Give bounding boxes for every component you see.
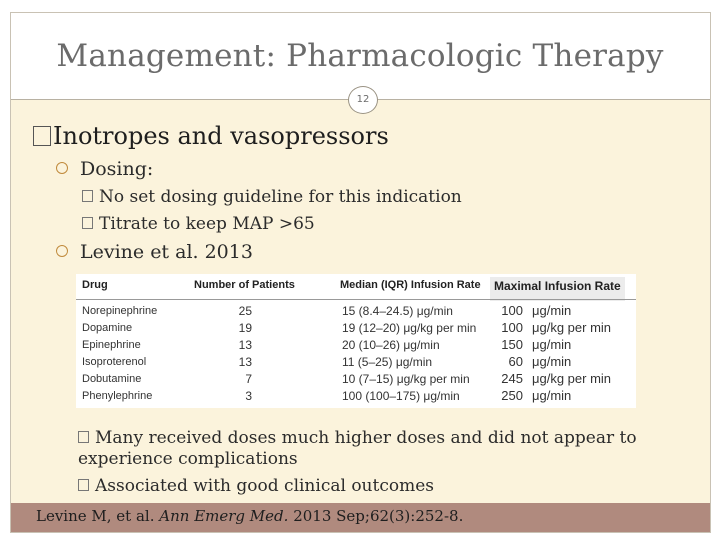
table-row-max: 100 (501, 320, 523, 335)
table-row-patients: 7 (245, 372, 252, 386)
infusion-rate-table (76, 274, 636, 408)
table-row-median: 20 (10–26) μg/min (342, 338, 440, 352)
table-row-max-unit: μg/kg per min (532, 371, 612, 386)
citation-authors: Levine M, et al. (36, 507, 155, 525)
citation-details: 2013 Sep;62(3):252-8. (293, 507, 464, 525)
reference-label: Levine et al. 2013 (80, 241, 253, 263)
table-row-median: 11 (5–25) μg/min (342, 355, 433, 369)
ring-bullet-icon (56, 162, 68, 174)
table-row-median: 19 (12–20) μg/kg per min (342, 321, 477, 335)
square-bullet-icon (82, 190, 93, 202)
table-row-median: 10 (7–15) μg/kg per min (342, 372, 470, 386)
table-row-max-unit: μg/min (532, 303, 572, 318)
table-row-max-unit: μg/min (532, 354, 572, 369)
ring-bullet-icon (56, 245, 68, 257)
table-row-max: 60 (508, 354, 523, 369)
header-patients: Number of Patients (194, 279, 295, 291)
table-row-drug: Dopamine (82, 322, 133, 334)
header-rule (76, 299, 636, 300)
finding-text: Many received doses much higher doses and did not appear to experience complications (78, 428, 637, 469)
main-bullet-heading (33, 122, 389, 150)
table-row-drug: Norepinephrine (82, 305, 158, 317)
square-bullet-icon (33, 126, 51, 146)
table-row-max: 250 (501, 388, 523, 403)
citation-journal: Ann Emerg Med. (159, 507, 289, 525)
table-row-max: 100 (501, 303, 523, 318)
square-bullet-icon (78, 479, 89, 491)
heading-text: Inotropes and vasopressors (53, 122, 389, 150)
table-row-patients: 3 (245, 389, 252, 403)
square-bullet-icon (78, 431, 89, 443)
slide-title: Management: Pharmacologic Therapy (56, 38, 664, 74)
table-row-median: 15 (8.4–24.5) μg/min (342, 304, 453, 318)
table-row-median: 100 (100–175) μg/min (342, 389, 460, 403)
table-row-patients: 25 (238, 304, 252, 318)
dosing-item (56, 158, 153, 180)
dosing-label: Dosing: (80, 158, 154, 180)
table-row-patients: 13 (238, 338, 252, 352)
header-drug: Drug (82, 279, 108, 291)
square-bullet-icon (82, 217, 93, 229)
table-row-max: 150 (501, 337, 523, 352)
header-max: Maximal Infusion Rate (490, 277, 625, 301)
dosing-point-2 (82, 214, 315, 234)
table-row-patients: 19 (238, 321, 252, 335)
header-median: Median (IQR) Infusion Rate (340, 279, 481, 291)
dosing-point-1 (82, 187, 462, 207)
table-row-max: 245 (501, 371, 523, 386)
finding-point-1 (78, 428, 678, 470)
reference-item (56, 241, 253, 263)
table-row-patients: 13 (238, 355, 252, 369)
table-row-drug: Dobutamine (82, 373, 142, 385)
table-row-max-unit: μg/kg per min (532, 320, 612, 335)
table-row-max-unit: μg/min (532, 337, 572, 352)
footer-citation (36, 507, 463, 525)
dosing-point-text: Titrate to keep MAP >65 (99, 214, 315, 234)
dosing-point-text: No set dosing guideline for this indication (99, 187, 462, 207)
table-row-max-unit: μg/min (532, 388, 572, 403)
finding-point-2 (78, 476, 434, 496)
table-row-drug: Epinephrine (82, 339, 141, 351)
table-row-drug: Phenylephrine (82, 390, 153, 402)
finding-text: Associated with good clinical outcomes (95, 476, 434, 496)
table-row-drug: Isoproterenol (82, 356, 147, 368)
page-number-badge: 12 (348, 86, 378, 114)
